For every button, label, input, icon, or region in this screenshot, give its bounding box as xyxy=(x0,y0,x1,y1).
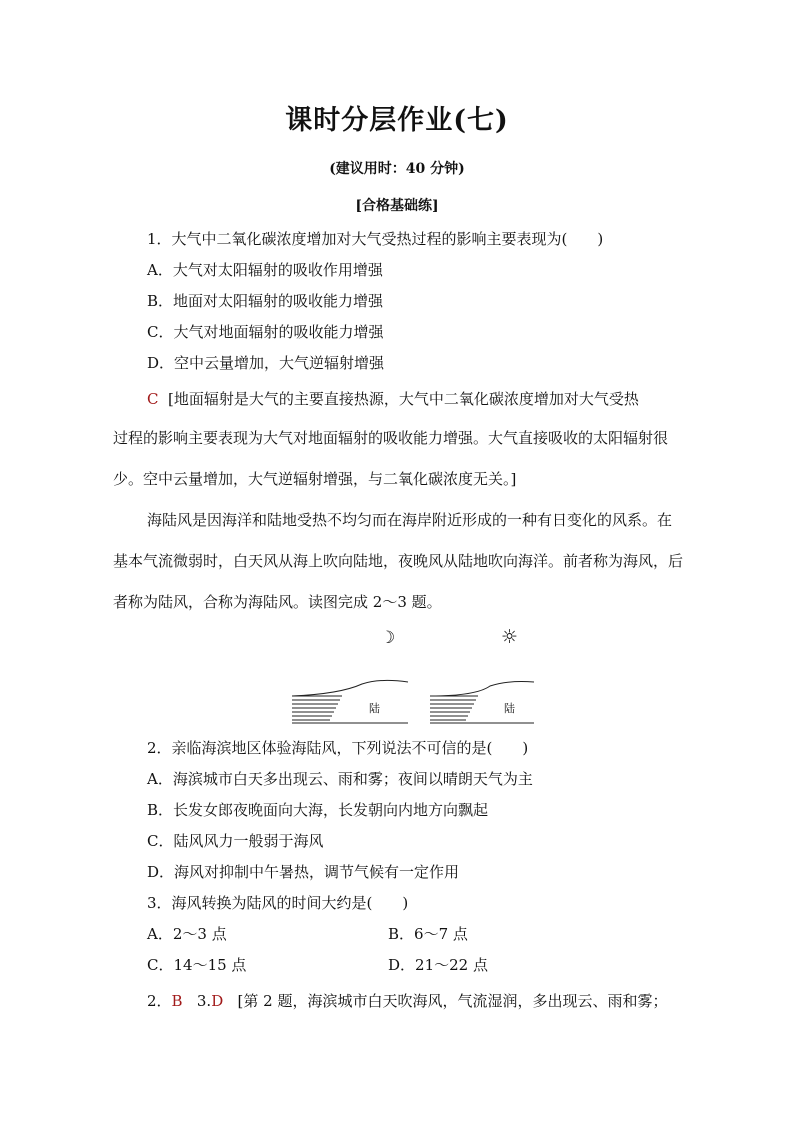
page-title: 课时分层作业(七) xyxy=(285,105,509,136)
time-suggestion: (建议用时：40 分钟) xyxy=(329,161,465,177)
q2-explanation-start: [第 2 题，海滨城市白天吹海风，气流湿润，多出现云、雨和雾； xyxy=(237,992,668,1010)
q1-explanation: 过程的影响主要表现为大气对地面辐射的吸收能力增强。大气直接吸收的太阳辐射很少。空中云量增加，大气逆辐射增强，与二氧化碳浓度无关。] xyxy=(113,429,669,488)
q3-option-b: B．6～7 点 xyxy=(388,925,468,943)
q1-option-d: D．空中云量增加，大气逆辐射增强 xyxy=(147,354,385,372)
answer-mid: 3. xyxy=(196,992,212,1010)
q2-q3-answer-line xyxy=(147,990,667,1011)
section-heading: [合格基础练] xyxy=(355,198,439,214)
q3-answer: D xyxy=(211,992,224,1010)
q2-option-b: B．长发女郎夜晚面向大海，长发朝向内地方向飘起 xyxy=(147,801,489,819)
q2-answer: B xyxy=(171,992,183,1010)
q3-option-d: D．21～22 点 xyxy=(388,956,488,974)
q3-option-a: A．2～3 点 xyxy=(147,925,227,943)
q1-option-b: B．地面对太阳辐射的吸收能力增强 xyxy=(147,292,384,310)
answer-prefix: 2． xyxy=(147,992,172,1010)
q1-stem: 1．大气中二氧化碳浓度增加对大气受热过程的影响主要表现为( ) xyxy=(147,230,604,248)
q1-explanation-start: [地面辐射是大气的主要直接热源，大气中二氧化碳浓度增加对大气受热 xyxy=(168,390,639,408)
q1-answer: C xyxy=(147,390,159,408)
sea-land-breeze-diagram xyxy=(280,620,550,730)
q3-option-c: C．14～15 点 xyxy=(147,956,247,974)
q1-option-a: A．大气对太阳辐射的吸收作用增强 xyxy=(147,261,383,279)
land-label-right: 陆 xyxy=(504,702,515,715)
q1-answer-line xyxy=(147,388,639,409)
passage-text: 海陆风是因海洋和陆地受热不均匀而在海岸附近形成的一种有日变化的风系。在基本气流微弱时，白天风从海上吹向陆地，夜晚风从陆地吹向海洋。前者称为海风，后者称为陆风，合称为海陆风。读图完成 2～3 题。 xyxy=(113,511,684,611)
q2-stem: 2．亲临海滨地区体验海陆风，下列说法不可信的是( ) xyxy=(147,739,529,757)
moon-icon: ☽ xyxy=(380,628,396,648)
sun-icon: ☼ xyxy=(501,626,519,648)
q2-option-c: C．陆风风力一般弱于海风 xyxy=(147,832,324,850)
q2-option-a: A．海滨城市白天多出现云、雨和雾；夜间以晴朗天气为主 xyxy=(147,770,533,788)
q2-option-d: D．海风对抑制中午暑热，调节气候有一定作用 xyxy=(147,863,460,881)
q3-stem: 3．海风转换为陆风的时间大约是( ) xyxy=(147,894,409,912)
land-label-left: 陆 xyxy=(369,702,380,715)
q1-option-c: C．大气对地面辐射的吸收能力增强 xyxy=(147,323,384,341)
